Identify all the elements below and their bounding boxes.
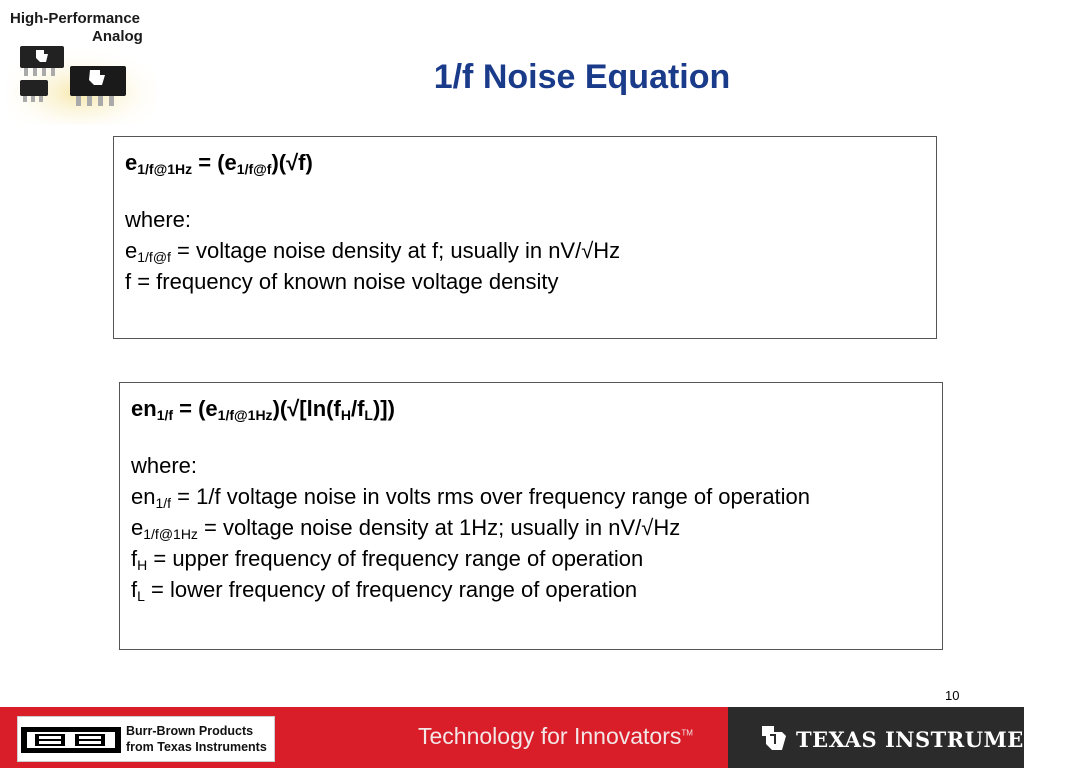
definition-fh: $f_H$ = upper frequency of frequency range of operation [131,546,644,573]
bb-logo-icon [21,727,121,753]
logo-line1: High-Performance [10,10,141,27]
equation-box-2 [119,382,943,650]
equation-box-1 [113,136,937,339]
equation-1: $e_{1/f@1Hz} = (e_{1/f@f})(√f)$ [125,150,313,177]
footer-bar [0,707,1075,768]
logo-line2: Analog [92,28,143,45]
where-label-2: where: [131,453,198,478]
definition-f: f = frequency of known noise voltage density [125,269,559,294]
definition-fl: $f_L$ = lower frequency of frequency range of operation [131,577,638,604]
where-label-1: where: [125,207,192,232]
texas-instruments-logo-icon [758,724,790,754]
chip-icon [6,6,156,124]
bb-line1: Burr-Brown Products [126,724,254,738]
burr-brown-badge [17,716,275,762]
page-number: 10 [945,688,960,703]
definition-e-1hz: $e_{1/f@1Hz}$ = voltage noise density at 1Hz; usually in nV/√Hz [131,515,681,542]
footer-red-band [0,707,728,768]
tagline: Technology for Innovators™ [418,723,693,749]
bb-line2: from Texas Instruments [126,740,267,754]
definition-en: $en_{1/f} = 1/f$ voltage noise in volts rms over frequency range of operation [131,484,811,511]
ti-wordmark: TEXAS INSTRUMENTS [796,727,1075,752]
equation-2: $en_{1/f} = (e_{1/f@1Hz})(√[\ln(f_H/f_L)])$ [131,396,395,423]
page-title: 1/f Noise Equation [433,58,731,96]
definition-e-f: $e_{1/f@f}$ = voltage noise density at f; usually in nV/√Hz [125,238,621,265]
high-performance-analog-logo [6,6,156,124]
